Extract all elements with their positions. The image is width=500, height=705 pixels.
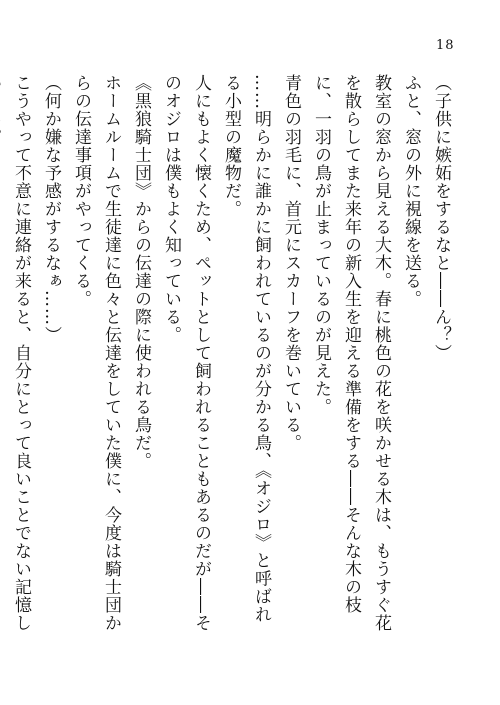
paragraph-3: 教室の窓から見える大木。春に桃色の花を咲かせる木は、もうすぐ花を散らしてまた来年の新入生を迎える準備をする――そんな木の枝に、一羽の鳥が止まっているのが見えた。: [311, 74, 391, 632]
page-number: 18: [436, 38, 455, 53]
paragraph-7: 《黒狼騎士団》からの伝達の際に使われる鳥だ。: [131, 74, 151, 470]
paragraph-6: 人にもよく懐くため、ペットとして飼われることもあるのだが――そのオジロは僕もよく知っている。: [161, 74, 211, 632]
vertical-text-body: [11, 74, 456, 634]
paragraph-9: （何か嫌な予感がするなぁ……）: [41, 74, 61, 344]
paragraph-5: ……明らかに誰かに飼われているのが分かる鳥、《オジロ》と呼ばれる小型の魔物だ。: [221, 74, 271, 624]
paragraph-4: 青色の羽毛に、首元にスカーフを巻いている。: [281, 74, 301, 452]
paragraph-2: ふと、窓の外に視線を送る。: [401, 74, 421, 308]
paragraph-1: （子供に嫉妬をするなと――ん？）: [431, 74, 451, 362]
paragraph-8: ホームルームで生徒達に色々と伝達をしていた僕に、今度は騎士団からの伝達事項がやってくる。: [71, 74, 121, 632]
paragraph-10: こうやって不意に連絡が来ると、自分にとって良いことでない記憶し: [11, 74, 31, 632]
